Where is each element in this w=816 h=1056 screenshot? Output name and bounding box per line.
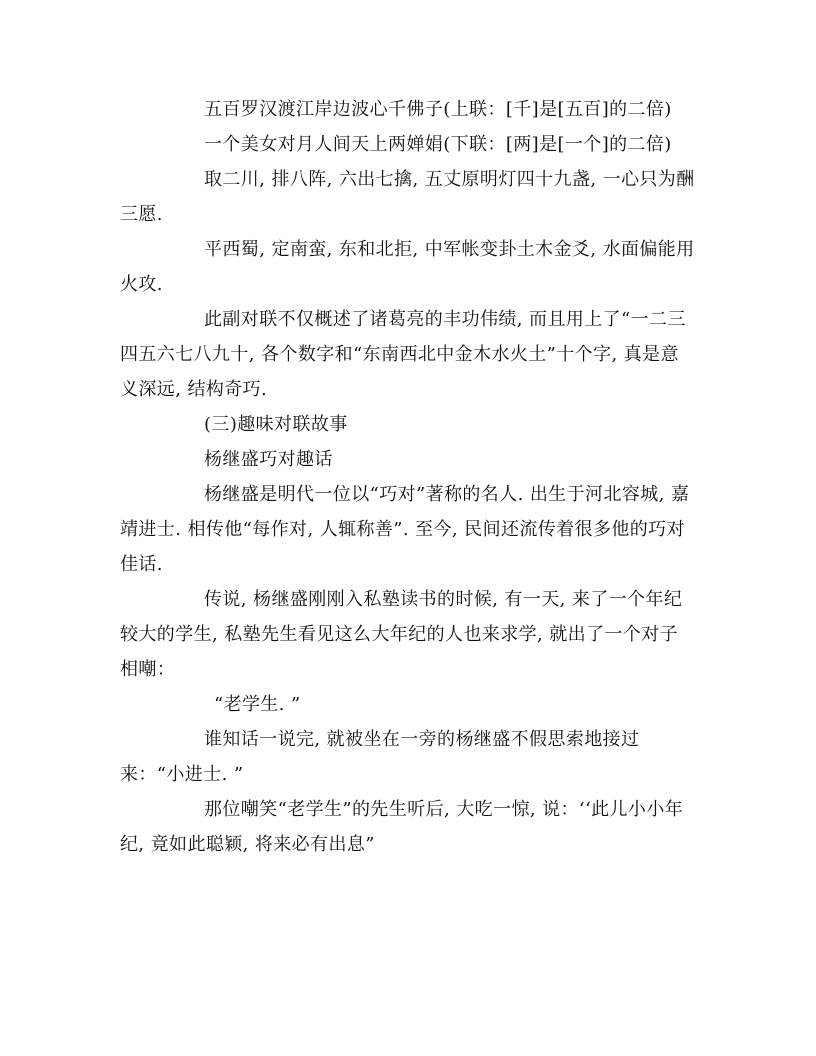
couplet-upper-line: 五百罗汉渡江岸边波心千佛子(上联：[千]是[五百]的二倍) xyxy=(204,99,672,120)
story-setup: 传说, 杨继盛刚刚入私塾读书的时候, 有一天, 来了一个年纪较大的学生, 私塾先生看见这么大年纪的人也来求学, 就出了一个对子相嘲： xyxy=(120,589,683,680)
zhuge-commentary: 此副对联不仅概述了诸葛亮的丰功伟绩, 而且用上了“一二三四五六七八九十, 各个数字和“东南西北中金木水火土”十个字, 真是意义深远, 结构奇巧. xyxy=(120,309,686,400)
story-intro: 杨继盛是明代一位以“巧对”著称的名人. 出生于河北容城, 嘉靖进士. 相传他“每作对, 人辄称善”. 至今, 民间还流传着很多他的巧对佳话. xyxy=(120,484,690,575)
quote-old-student: “老学生. ” xyxy=(214,694,301,715)
text-column xyxy=(120,92,695,862)
couplet-lower-line: 一个美女对月人间天上两婵娟(下联：[两]是[一个]的二倍) xyxy=(204,134,672,155)
zhuge-couplet-second: 平西蜀, 定南蛮, 东和北拒, 中军帐变卦土木金爻, 水面偏能用火攻. xyxy=(120,239,695,295)
story-reply: 谁知话一说完, 就被坐在一旁的杨继盛不假思索地接过来：“小进士. ” xyxy=(120,729,640,785)
zhuge-couplet-first: 取二川, 排八阵, 六出七擒, 五丈原明灯四十九盏, 一心只为酬三愿. xyxy=(120,169,695,225)
story-ending: 那位嘲笑“老学生”的先生听后, 大吃一惊, 说：‘‘此儿小小年纪, 竟如此聪颖, 将来必有出息” xyxy=(120,799,684,855)
section-heading: (三)趣味对联故事 xyxy=(204,414,348,435)
story-title: 杨继盛巧对趣话 xyxy=(204,449,333,470)
